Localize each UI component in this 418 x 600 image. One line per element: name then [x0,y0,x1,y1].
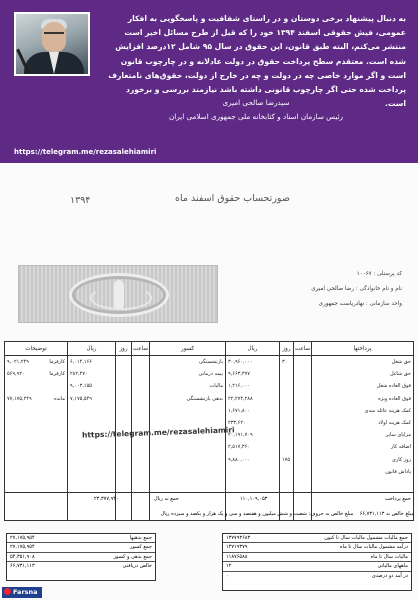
net-value-label: مبلغ خالص به [385,511,414,517]
total-payments-label: جمع پرداخت [385,496,411,502]
deduction-value [68,454,115,466]
explanation-tag: مانده [54,395,65,402]
payslip-document [0,163,418,600]
payment-days [280,429,293,441]
totals-summary-row [7,534,155,543]
deduction-value [68,441,115,453]
tax-summary-row-label: در آمد دو درصدی [371,572,408,579]
payment-value: ۹,۸۸۰,۰۰۰ [228,456,250,463]
tax-summary-row-value: ۰ [226,572,229,579]
payment-value: ۳۰,۹۶۰,۰۰۰ [228,359,253,365]
deduction-hours-header: ساعت [132,342,149,356]
deduction-days-header: روز [116,342,131,356]
payment-value: ۲۰,۱۹۱,۷۰۹ [228,432,253,439]
payment-value [226,466,279,478]
net-text: شصت و شش میلیون و هفتصد و سی و یک هزار و یکصد و سیزده ریال [160,511,307,517]
telegram-watermark: https://telegram.me/rezasalehiamiri [81,425,235,440]
unit-label: واحد سازمانی : [365,301,402,307]
code-value: ۱۰۰۶۷ [356,271,372,277]
deduction-item [150,466,225,478]
tax-summary-box [222,533,412,591]
emblem-icon [69,273,169,317]
totals-summary-row-value: ۶۶,۷۳۱,۱۱۳ [10,563,35,570]
tax-summary-row-value: ۱۱۸۷۶۵۸۸ [226,553,248,560]
net-value: ۶۶,۷۳۱,۱۱۳ [359,511,385,517]
total-deductions-label: جمع به ریال [154,496,179,502]
payment-item: اضافه کار [390,444,411,451]
payment-item: حق شغل [391,359,411,365]
explanation-tag: کارفرما [49,359,65,365]
payment-item: کمک هزینه اولاد [378,419,411,426]
deduction-item: بازنشستگی [198,359,223,365]
intro-banner [0,0,418,163]
totals-summary-row-value: ۲۷,۱۷۵,۹۵۴ [10,535,35,541]
payment-value: ۲۲,۲۷۴,۲۸۸ [228,395,253,402]
explanation-cell [5,356,67,368]
payment-hours-header: ساعت [294,342,311,356]
payslip-year: ۱۳۹۴ [70,195,91,206]
totals-summary-row [7,553,155,562]
farsna-badge [2,587,42,598]
payment-value: ۹,۶۶۳,۳۷۷ [228,371,250,378]
payment-item: مزایای سایر [385,432,411,439]
totals-summary-box [6,533,156,581]
signature-title: رئیس سازمان اسناد و کتابخانه ملی جمهوری اسلامی ایران [169,112,343,121]
payment-days [280,368,293,380]
deduction-value [68,466,115,478]
payment-days [280,380,293,392]
payment-item: فوق العاده ویژه [378,395,411,402]
payment-days [280,393,293,405]
employee-info [222,267,402,312]
payment-days [280,417,293,429]
tax-summary-row [223,543,411,552]
telegram-link[interactable]: https://telegram.me/rezasalehiamiri [14,148,157,156]
explanation-value: ۵۶۹,۹۲۰ [7,371,25,378]
payment-days [280,466,293,478]
net-amount-row [4,508,414,520]
totals-summary-row-label: جمع بدهی و کسور [113,553,152,560]
tax-summary-row-value: ۱۳۷۱۹۳۷۹ [226,544,248,551]
unit-value: نهادریاست جمهوری [318,301,365,307]
totals-summary-row-label: جمع بدهیها [129,535,152,541]
tax-summary-row [223,562,411,571]
name-label: نام و نام خانوادگی : [355,286,402,292]
deduction-item [150,441,225,453]
code-label: کد پرسنلی : [373,271,402,277]
farsna-logo-icon [4,588,11,595]
totals-summary-row [7,562,155,571]
payment-value: ۲,۵۱۷,۳۶۰ [228,444,250,451]
totals-summary-row-label: جمع کسور [129,544,152,551]
deduction-value [68,405,115,417]
payment-days-header: روز [280,342,293,356]
explanation-cell [5,417,67,429]
deduction-item [150,454,225,466]
deduction-value: ۲۸۲,۴۷۰ [70,371,88,378]
payment-value: ۱,۶۷۱,۸۰۰ [228,407,250,414]
payments-header: پرداختها [312,342,413,356]
payment-days: ۱۷۵ [282,456,291,463]
payment-days [280,441,293,453]
payment-item: روز کاری [391,456,411,463]
explanation-cell [5,441,67,453]
tax-summary-row-label: جمع مالیات مشمول مالیات سال تا کنون [324,535,408,541]
total-payments-value: ۱۱۰,۱۰۹,۰۵۳ [240,496,268,502]
payment-item: حق شاغل [390,371,411,378]
signature [106,96,406,124]
deduction-item: بیمه درمانی [198,371,223,378]
name-value: رضا صالحی امیری [311,286,355,292]
explanation-tag: کارفرما [49,371,65,378]
author-photo [14,12,90,76]
totals-summary-row-label: خالص دریافتی [122,563,152,570]
payment-days [280,405,293,417]
explanation-cell [5,466,67,478]
signature-name: سیدرضا صالحی امیری [222,98,290,107]
explanation-value: ۹,۰۲۱,۲۴۹ [7,359,29,365]
payslip-title: صورتحساب حقوق اسفند ماه [175,193,290,204]
emblem-area [18,265,218,323]
payment-value: ۲۳۳,۶۲۰ [228,419,246,426]
tax-summary-row-label: مالیات سال تا ماه [370,553,408,560]
tax-summary-row-value: ۱۳۷۷۹۳۶۸۳ [226,535,251,541]
intro-paragraph: به دنبال پیشنهاد برخی دوستان و در راستای شفافیت و پاسخگویی به افکار عمومی، فیش حقوقی اسفند ۱۳۹۴ خود را که قبل از طرح مسائل اخیر است منتشر می‌کنم، البته طبق قانون، این حقوق در سال ۹۵ شامل ۱۲درصد افزایش شده است. معتقدم سطح پرداخت حقوق در دولت عادلانه و در چارچوب قانون است و اگر موارد خاصی چه در دولت و چه در خارج از دولت، حقوق‌های نامتعارف پرداخت شده حتی اگر چارچوب قانونی داشته باشد نیازمند بررسی و برخورد است. [108,14,406,109]
total-deductions-value: ۲۳,۳۷۷,۹۴۰ [94,496,119,502]
explanation-cell [5,454,67,466]
tax-summary-row-value: ۱۲ [226,563,232,570]
deduction-item: بدهی بازنشستگی [186,395,223,402]
net-text-label: مبلغ خالص به حروف: [308,511,354,517]
totals-summary-row [7,543,155,552]
payment-item: پاداش قانون [385,468,411,475]
explanation-cell [5,393,67,405]
farsna-label: Farsna [13,588,38,596]
payment-rial-header: ریال [226,342,279,356]
deduction-value: ۹,۰۰۳,۱۵۵ [70,383,92,390]
tax-summary-row-label: درآمد مشمول مالیات سال تا ماه [339,544,408,551]
explanations-header: توضیحات [5,342,67,356]
payment-item: فوق العاده شغل [376,383,411,390]
explanation-cell [5,368,67,380]
totals-summary-row-value: ۲۷,۱۷۵,۹۵۴ [10,544,35,551]
payment-value: ۱,۲۱۶,۰۰۰ [228,383,250,390]
deductions-header: کسور [150,342,225,356]
deduction-item [150,405,225,417]
deduction-value [68,417,115,429]
deduction-rial-header: ریال [68,342,115,356]
deduction-value: ۶,۰۱۴,۱۶۶ [70,359,92,365]
totals-summary-row-value: ۵۴,۳۵۱,۹۰۸ [10,553,35,560]
totals-row [4,492,414,504]
explanation-value: ۷۷,۱۷۵,۲۴۹ [7,395,32,402]
tax-summary-row [223,534,411,543]
deduction-item: مالیات [209,383,223,390]
tax-summary-row-label: ماههای مالیاتی [377,563,408,570]
explanation-cell [5,429,67,441]
explanation-cell [5,405,67,417]
payment-item: کمک هزینه عائله مندی [364,407,411,414]
tax-summary-row [223,553,411,562]
explanation-cell [5,380,67,392]
payment-days: ۳۰ [282,359,288,365]
tax-summary-row [223,572,411,581]
deduction-value: ۷,۱۷۵,۵۴۹ [70,395,92,402]
